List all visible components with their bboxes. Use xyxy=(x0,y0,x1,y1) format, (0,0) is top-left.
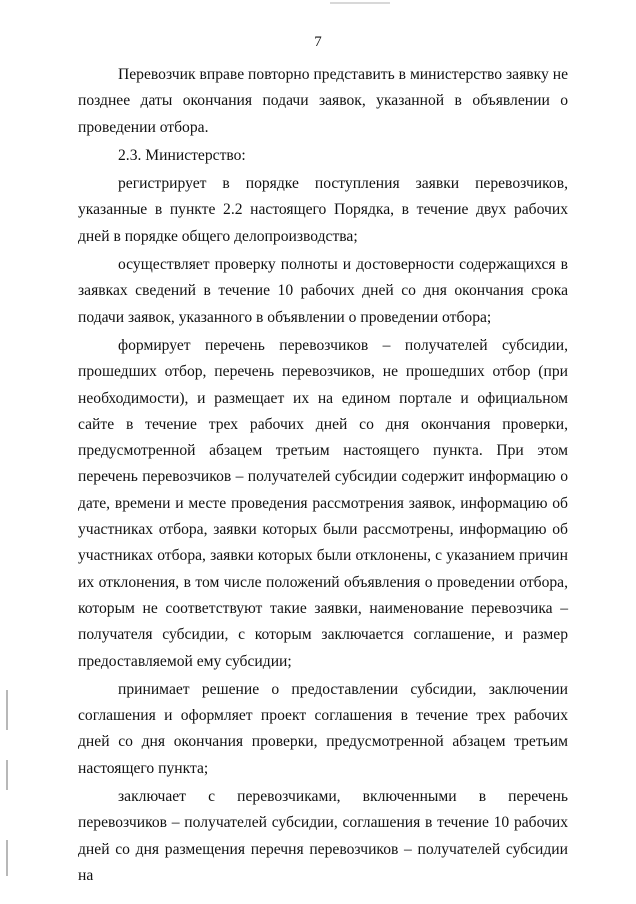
scan-artifact-left-3 xyxy=(6,840,8,876)
page-number: 7 xyxy=(314,34,322,50)
scan-artifact xyxy=(330,2,390,4)
paragraph-registers: регистрирует в порядке поступления заявки перевозчиков, указанные в пункте 2.2 настоящего Порядка, в течение двух рабочих дней в порядке общего делопроизводства; xyxy=(78,175,568,245)
paragraph-forms-list: формирует перечень перевозчиков – получателей субсидии, прошедших отбор, перечень перевозчиков, не прошедших отбор (при необходимости), и размещает их на едином портале и официальном сайте в течение трех рабочих дней со дня окончания проверки, предусмотренной абзацем третьим настоящего пункта. При этом перечень перевозчиков – получателей субсидии содержит информацию о дате, времени и месте проведения рассмотрения заявок, информацию об участниках отбора, заявки которых были рассмотрены, информацию об участниках отбора, заявки которых были отклонены, с указанием причин их отклонения, в том числе положений объявления о проведении отбора, которым не соответствуют такие заявки, наименование перевозчика – получателя субсидии, с которым заключается соглашение, и размер предоставляемой ему субсидии; xyxy=(78,336,568,670)
paragraph-section-heading: 2.3. Министерство: xyxy=(118,146,246,164)
document-body xyxy=(78,62,568,889)
paragraph-verification: осуществляет проверку полноты и достоверности содержащихся в заявках сведений в течение 10 рабочих дней со дня окончания срока подачи заявок, указанного в объявлении о проведении отбора; xyxy=(78,256,568,326)
scan-artifact-left-2 xyxy=(6,760,8,790)
paragraph-resubmission: Перевозчик вправе повторно представить в министерство заявку не позднее даты окончания подачи заявок, указанной в объявлении о проведении отбора. xyxy=(78,66,568,136)
scan-artifact-left-1 xyxy=(6,690,8,730)
paragraph-decision: принимает решение о предоставлении субсидии, заключении соглашения и оформляет проект соглашения в течение трех рабочих дней со дня окончания проверки, предусмотренной абзацем третьим настоящего пункта; xyxy=(78,680,568,777)
paragraph-agreements: заключает с перевозчиками, включенными в перечень перевозчиков – получателей субсидии, соглашения в течение 10 рабочих дней со дня размещения перечня перевозчиков – получателей субсидии на xyxy=(78,788,568,884)
